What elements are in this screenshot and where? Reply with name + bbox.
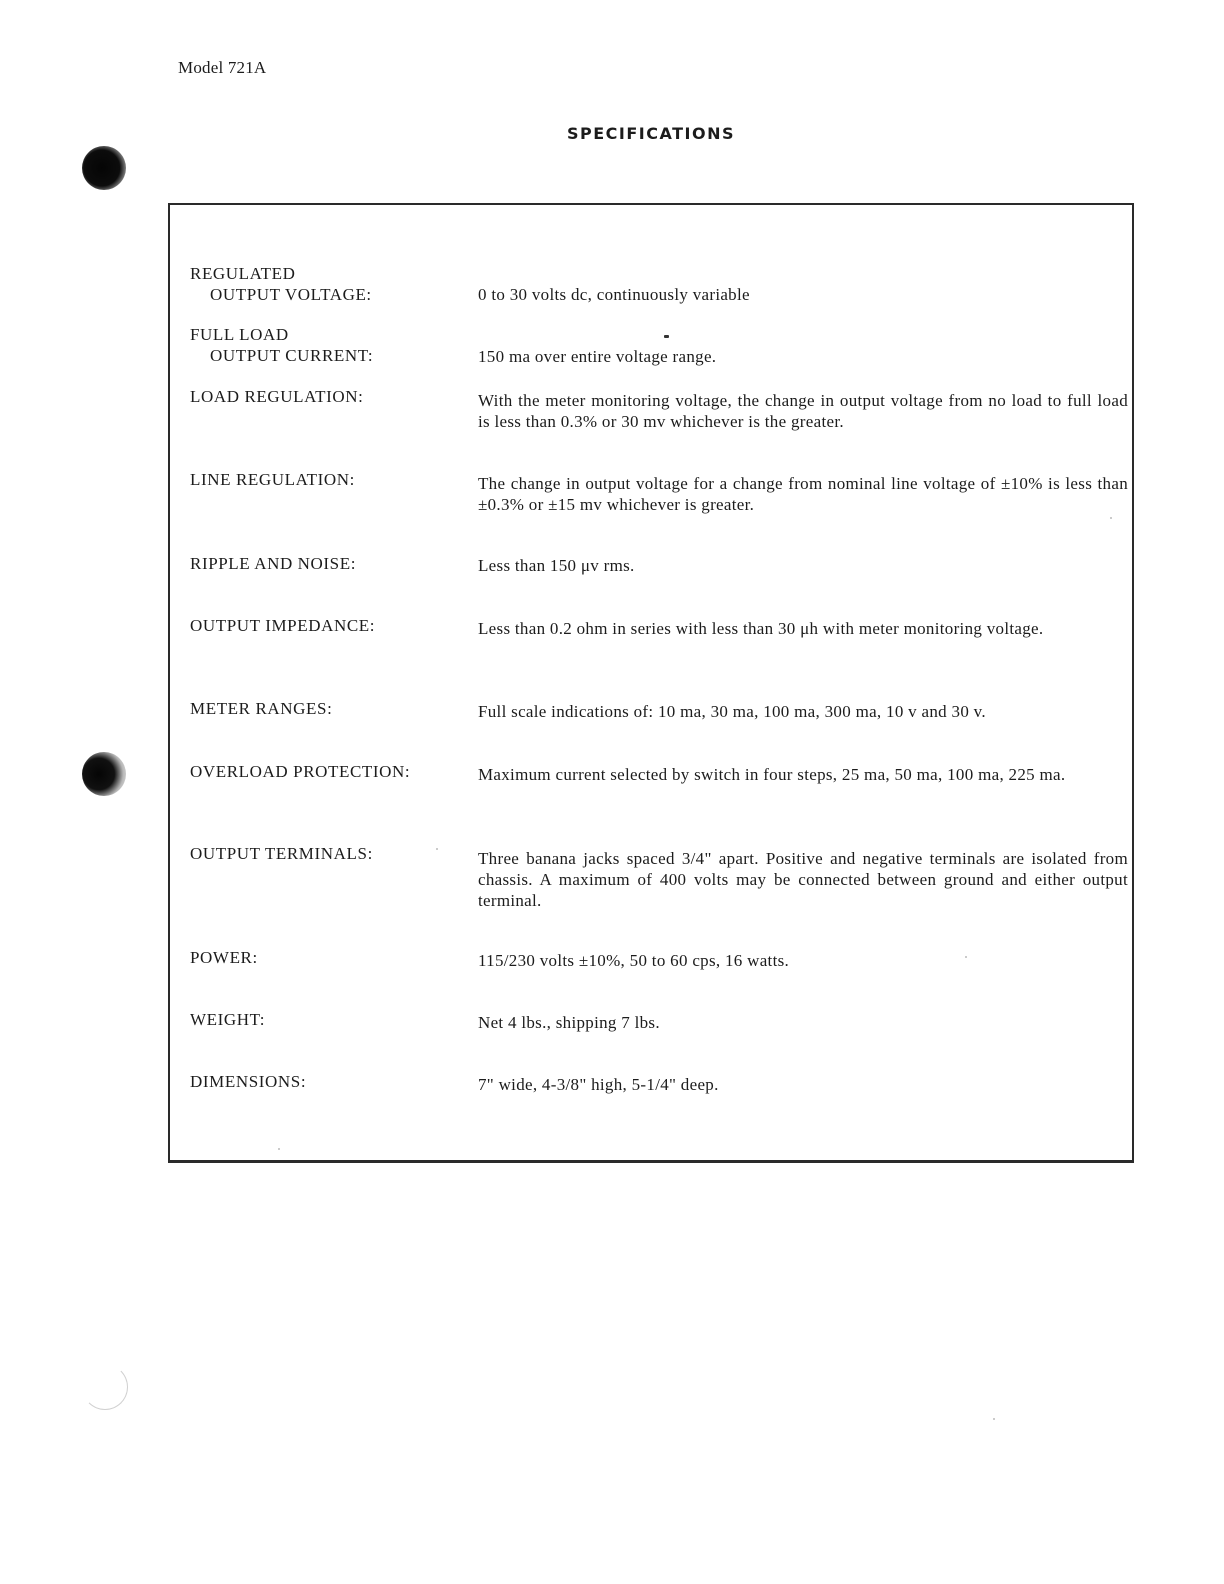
spec-value: Maximum current selected by switch in four steps, 25 ma, 50 ma, 100 ma, 225 ma.	[478, 765, 1066, 784]
spec-label-line1: REGULATED	[190, 264, 296, 283]
page-title: SPECIFICATIONS	[566, 124, 736, 143]
spec-label-line1: FULL LOAD	[190, 325, 289, 344]
spec-value: Net 4 lbs., shipping 7 lbs.	[478, 1013, 660, 1032]
spec-value: 115/230 volts ±10%, 50 to 60 cps, 16 watts.	[478, 951, 790, 970]
spec-label: LOAD REGULATION:	[190, 387, 364, 406]
punch-hole-top	[82, 146, 126, 190]
scan-speck	[993, 1418, 995, 1420]
scan-speck	[1110, 517, 1112, 519]
scan-speck	[965, 956, 967, 958]
punch-hole-bottom	[82, 1364, 128, 1410]
spec-label: OUTPUT IMPEDANCE:	[190, 616, 376, 635]
model-label: Model 721A	[178, 58, 267, 77]
specifications-table	[168, 203, 1134, 1163]
spec-label-line2: OUTPUT CURRENT:	[210, 346, 374, 365]
punch-hole-middle	[82, 752, 126, 796]
spec-label: RIPPLE AND NOISE:	[190, 554, 357, 573]
spec-value: With the meter monitoring voltage, the change in output voltage from no load to full load is less than 0.3% or 30 mv whichever is the greater.	[478, 391, 1128, 431]
scan-speck	[664, 335, 669, 338]
spec-label: WEIGHT:	[190, 1010, 266, 1029]
spec-label	[190, 324, 460, 366]
spec-value: Less than 0.2 ohm in series with less than 30 μh with meter monitoring voltage.	[478, 619, 1044, 638]
spec-value: Less than 150 μv rms.	[478, 556, 635, 575]
spec-label: DIMENSIONS:	[190, 1072, 307, 1091]
spec-label-line2: OUTPUT VOLTAGE:	[210, 285, 372, 304]
spec-label: LINE REGULATION:	[190, 470, 355, 489]
spec-label: OVERLOAD PROTECTION:	[190, 762, 411, 781]
spec-value: Full scale indications of: 10 ma, 30 ma, 100 ma, 300 ma, 10 v and 30 v.	[478, 702, 986, 721]
spec-label	[190, 263, 460, 305]
scan-speck	[436, 848, 438, 850]
spec-value: 0 to 30 volts dc, continuously variable	[478, 285, 750, 304]
spec-value: 150 ma over entire voltage range.	[478, 347, 717, 366]
scan-speck	[278, 1148, 280, 1150]
spec-value: The change in output voltage for a change from nominal line voltage of ±10% is less than ±0.3% or ±15 mv whichever is greater.	[478, 474, 1128, 514]
spec-label: METER RANGES:	[190, 699, 333, 718]
spec-label: POWER:	[190, 948, 258, 967]
spec-label: OUTPUT TERMINALS:	[190, 844, 373, 863]
spec-value: 7" wide, 4-3/8" high, 5-1/4" deep.	[478, 1075, 719, 1094]
spec-value: Three banana jacks spaced 3/4" apart. Positive and negative terminals are isolated from chassis. A maximum of 400 volts may be connected between ground and either output terminal.	[478, 849, 1128, 910]
